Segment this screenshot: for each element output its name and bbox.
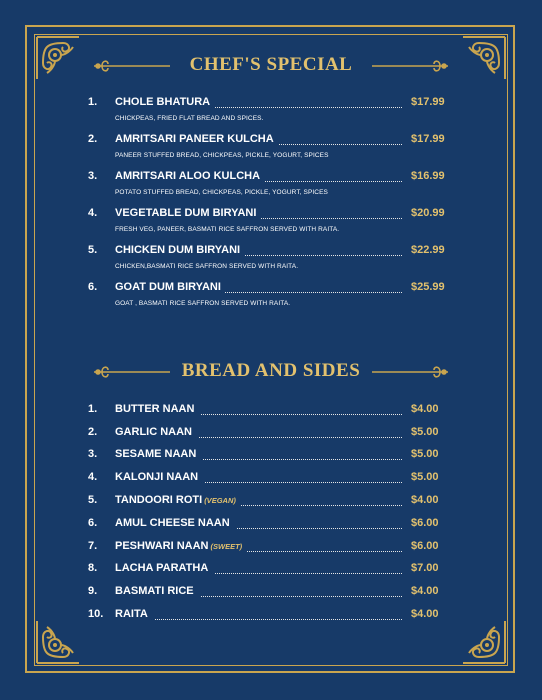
item-price: $22.99: [407, 244, 445, 256]
item-name: [115, 494, 240, 506]
item-description: FRESH VEG, PANEER, BASMATI RICE SAFFRON SERVED WITH RAITA.: [115, 226, 340, 233]
item-number: 9.: [88, 585, 98, 597]
item-number: 4.: [88, 471, 98, 483]
item-number: 3.: [88, 170, 98, 182]
item-name-text: BUTTER NAAN: [115, 403, 195, 415]
item-number: 8.: [88, 562, 98, 574]
item-number: 3.: [88, 448, 98, 460]
item-description: POTATO STUFFED BREAD, CHICKPEAS, PICKLE, YOGURT, SPICES: [115, 189, 328, 196]
dot-leader: [115, 606, 402, 620]
item-name-text: GARLIC NAAN: [115, 426, 192, 438]
item-number: 2.: [88, 133, 98, 145]
item-number: 1.: [88, 96, 98, 108]
item-name: VEGETABLE DUM BIRYANI: [115, 207, 260, 219]
item-price: $5.00: [407, 448, 439, 460]
item-name-text: SESAME NAAN: [115, 448, 197, 460]
item-name-text: KALONJI NAAN: [115, 471, 199, 483]
item-price: $20.99: [407, 207, 445, 219]
flourish-right-icon: [370, 58, 450, 74]
item-price: $5.00: [407, 426, 439, 438]
item-name: CHICKEN DUM BIRYANI: [115, 244, 244, 256]
item-price: $4.00: [407, 608, 439, 620]
corner-ornament-bottom-right: [459, 617, 509, 667]
item-price: $17.99: [407, 133, 445, 145]
item-name-text: BASMATI RICE: [115, 585, 194, 597]
item-price: $4.00: [407, 403, 439, 415]
item-number: 2.: [88, 426, 98, 438]
item-tag: (SWEET): [210, 542, 243, 551]
corner-ornament-bottom-left: [33, 617, 83, 667]
item-description: GOAT , BASMATI RICE SAFFRON SERVED WITH RAITA.: [115, 300, 291, 307]
item-description: CHICKEN,BASMATI RICE SAFFRON SERVED WITH RAITA.: [115, 263, 299, 270]
item-name-text: LACHA PARATHA: [115, 562, 209, 574]
section-title-chefs-special: CHEF'S SPECIAL: [189, 54, 353, 75]
item-price: $4.00: [407, 494, 439, 506]
section-title-bread-and-sides: BREAD AND SIDES: [181, 360, 361, 381]
item-name: CHOLE BHATURA: [115, 96, 214, 108]
item-name-text: TANDOORI ROTI: [115, 494, 203, 506]
item-name-text: AMUL CHEESE NAAN: [115, 517, 230, 529]
item-number: 7.: [88, 540, 98, 552]
item-number: 1.: [88, 403, 98, 415]
item-price: $5.00: [407, 471, 439, 483]
item-tag: (VEGAN): [204, 496, 236, 505]
item-name: [115, 426, 198, 438]
item-name: [115, 448, 202, 460]
item-price: $6.00: [407, 540, 439, 552]
item-number: 4.: [88, 207, 98, 219]
item-name: [115, 585, 200, 597]
item-name: GOAT DUM BIRYANI: [115, 281, 225, 293]
item-price: $16.99: [407, 170, 445, 182]
item-name: AMRITSARI ALOO KULCHA: [115, 170, 264, 182]
item-price: $25.99: [407, 281, 445, 293]
item-number: 10.: [88, 608, 104, 620]
item-description: CHICKPEAS, FRIED FLAT BREAD AND SPICES.: [115, 115, 264, 122]
item-price: $6.00: [407, 517, 439, 529]
item-price: $17.99: [407, 96, 445, 108]
item-price: $7.00: [407, 562, 439, 574]
item-number: 5.: [88, 494, 98, 506]
item-name-text: RAITA: [115, 608, 148, 620]
item-description: PANEER STUFFED BREAD, CHICKPEAS, PICKLE, YOGURT, SPICES: [115, 152, 329, 159]
flourish-right-icon: [370, 364, 450, 380]
item-name-text: PESHWARI NAAN: [115, 540, 209, 552]
item-name: [115, 562, 214, 574]
item-name: [115, 608, 154, 620]
item-name: [115, 540, 246, 552]
item-price: $4.00: [407, 585, 439, 597]
item-name: [115, 517, 236, 529]
item-number: 6.: [88, 517, 98, 529]
item-name: [115, 403, 200, 415]
item-name: [115, 471, 204, 483]
item-name: AMRITSARI PANEER KULCHA: [115, 133, 278, 145]
item-number: 5.: [88, 244, 98, 256]
item-number: 6.: [88, 281, 98, 293]
